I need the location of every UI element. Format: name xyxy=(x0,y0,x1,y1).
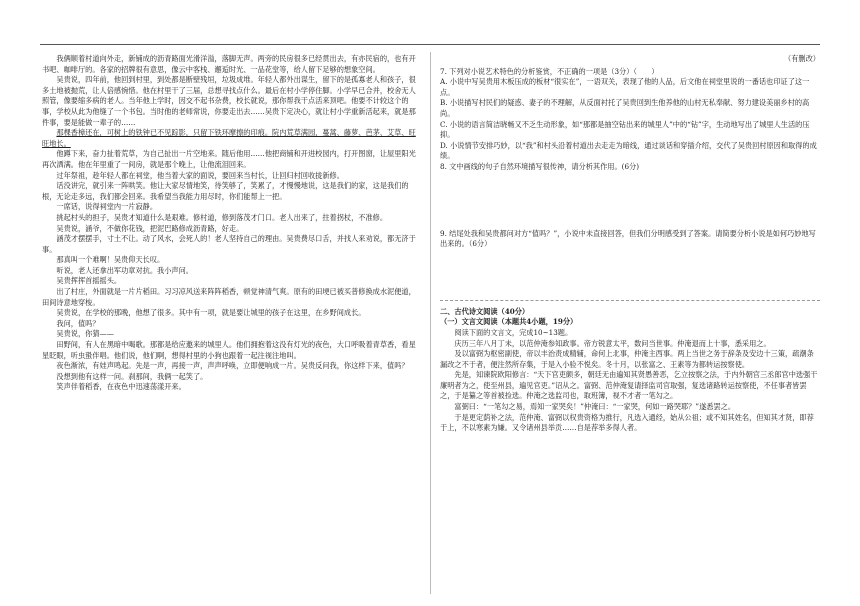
story-paragraph: 他蹲下来，奋力扯着荒草，为自己扯出一片空地来。随后他用……他把商铺和开进校园内，打开图窗，让屋里阳光再次洒满。他在年里重了一间房，就是那个晚上，让他流泪回来。 xyxy=(42,149,416,169)
story-paragraph: 出了村庄，外面就是一片片稻田。习习凉风送来阵阵稻香，顿觉神清气爽。原有的田埂已被买普修换成水泥便道，田间诗意地穿梭。 xyxy=(42,287,416,307)
story-paragraph: 一席话，说得祠堂内一片寂静。 xyxy=(56,202,158,212)
option-d: D. 小说情节安排巧妙，以“我”和村头沿着村道出去走走为暗线，通过谈话和穿插介绍，交代了吴贵回村原因和取得的成绩。 xyxy=(440,140,817,161)
answer-space xyxy=(440,173,820,229)
option-c: C. 小说的语言简洁晓畅又不乏生动形象，如“那都是抽空钻出来的城里人”中的“钻”字，生动地写出了城里人生活的压抑。 xyxy=(440,119,810,140)
classical-paragraph: 及以富弼为枢密副使，帝以丰治责成精辅，命何上北事，仲淹主西事。两上当世之务于辞条及安边十三策，疏潮条漏改之不于者，便注然所存集，于是入小验不悦矣。冬十月，以张富之、王素等为都转运按察使。 xyxy=(440,349,814,369)
classical-paragraph: 富弼曰：“一笔勾之易，焉知一家哭矣！”仲淹曰：“一家哭，何如一路哭耶？”遂悉罢之。 xyxy=(454,402,736,412)
question-8: 8. 文中画线的句子自然环境描写很传神，请分析其作用。(6分) xyxy=(440,161,640,171)
option-b: B. 小说描写村民们的疑惑、妻子的不理解，从反面衬托了吴贵回到生他养他的山村无私奉献、努力建设美丽乡村的高尚。 xyxy=(440,98,810,118)
story-paragraph: 话没讲完，就引来一阵哄笑。他让大家尽情地笑，待笑够了，笑累了，才慢慢地说，这是我们的家，这是我们的根，无论走多远，我们都会回来。我希望当我能力用尽时，你们能帮上一把。 xyxy=(42,181,409,201)
right-column xyxy=(440,54,820,594)
story-paragraph: 没想到他有这样一问。刹那间，我俩一起笑了。 xyxy=(56,371,208,381)
source-note: （有删改） xyxy=(784,54,820,63)
question-9: 9. 结尾处我和吴贵都问对方“值吗？”，小说中未直接回答，但我们分明感受到了答案。请简要分析小说是如何巧妙地写出来的。（6分） xyxy=(440,228,816,249)
subsection-heading: （一）文言文阅读（本题共4小题，19分） xyxy=(440,317,578,327)
story-paragraph: 笑声伴着稻香，在夜色中迅速荡漾开来。 xyxy=(56,382,186,392)
classical-paragraph: 先是，知谏院欧阳修言：“天下官吏颇多，朝廷无由遍知其贤愚善恶，乞立按察之法，于内外朝官三丞郎官中选强干廉明者为之，使至州县，遍见官吏。”诏从之。富弼、范仲淹复请择监司官取强，复选诸路转运按察使，不任事者皆罢之，于是纂之等首被捡选。仲淹之选监司也，取班簿，视不才者一笔勾之。 xyxy=(440,370,818,401)
column-divider xyxy=(430,52,431,594)
story-paragraph: 我问，值吗？ xyxy=(56,318,100,328)
classical-paragraph: 于是更定荫补之法，范仲淹、富弼以权贵资格为推行，凡选入通经，始从公祖；或不知其姓名，但知其才贤，即荐于上，不以寒素为嫌。又令诸州县举贡……自是荐举多得人者。 xyxy=(440,412,814,433)
left-column xyxy=(42,54,418,594)
question-7-stem: 7. 下列对小说艺术特色的分析鉴赏，不正确的一项是（3分）（ ） xyxy=(440,66,659,76)
story-paragraph: 我俩顺着村道向外走，新铺成的沥青路面光滑洋溢，落脚无声。两旁的民房很多已经贯出去，有亦民宿的，也有开书吧、咖啡厅的。各家的招牌很有意思，像云中客栈、邂逅时光、一品花堂等，给人留下足够的想象空间。 xyxy=(42,54,416,74)
story-paragraph: 吴贵说，在学校的那晚，他想了很多。其中有一项，就是要让城里的孩子在这里，在乡野间成长。 xyxy=(56,308,366,318)
section-heading: 二、古代诗文阅读（40分） xyxy=(440,306,530,316)
story-paragraph: 田野间，有人在黑暗中喝歌。那都是给应邀来的城里人。他们拥抱着这没有灯光的夜色，大口呼吸着青草香，看星星眨眼，听虫蛩伴唱。他们说，他们啊，想得村里的小狗也跟着一起注视注地叫。 xyxy=(42,340,416,360)
story-paragraph: 吴贵挥挥首摇摇头。 xyxy=(56,276,122,286)
story-paragraph: 挑起村头的担子，吴贵才知道什么是艰难。修村道，修到落茂才门口。老人出来了，拄着拐杖，不准修。 xyxy=(56,212,388,222)
option-a: A. 小说中写吴贵用木板压成的板材“很实在”，一语双关，表现了他的人品，后文他在祠堂里说的一番话也印证了这一点。 xyxy=(440,77,810,97)
reading-instruction: 阅读下面的文言文，完成10~13题。 xyxy=(454,327,573,337)
story-paragraph: 听说，老人还拿出军功章对抗。我小声问。 xyxy=(56,265,193,275)
story-paragraph: 那真叫一个难啊！吴贵仰天长叹。 xyxy=(56,255,165,265)
header-rule xyxy=(40,44,820,45)
story-paragraph: 吴贵说，你猜—— xyxy=(56,329,114,339)
answer-space xyxy=(440,250,820,296)
story-paragraph: 涵茂才摆摆手，寸土不让。动了风水，会死人的！老人坚持自己的理由。吴贵费尽口舌，并找人来劝说，都无济于事。 xyxy=(42,234,416,254)
story-paragraph: 吴贵说，涵爷，不做你花钱，把泥巴路修成沥青路，好走。 xyxy=(56,223,244,233)
story-paragraph: 过年祭祖，趁年轻人都在祠堂，他当着大家的面说，要回来当村长，让回归村回收拢新修。 xyxy=(56,170,344,180)
classical-paragraph: 庆历三年八月丁未，以范仲淹参知政事。帝方锐意太平，数问当世事。仲淹退而上十事，悉采用之。 xyxy=(454,338,771,348)
story-paragraph: 夜色渐浓，有娃声鸣起。先是一声，再接一声，声声呼唤，立即便响成一片。吴贵反问我，你这样下来，值吗？ xyxy=(56,361,409,371)
underlined-sentence: 那棵香樟还在，可树上的铁钟已不见踪影，只留下铁环摩擦的印痕。院内荒草满园，蔓蒿、藤萝、芭茅、艾草、旺旺地长。 xyxy=(42,128,416,148)
story-paragraph: 吴贵说，四年前，他回到村里，到处都是断壁残垣，垃圾成堆。年轻人都外出谋生，留下的是孤寡老人和孩子，很多土地被抛荒，让人倍感惋惜。他在村里干了三届，总想寻找点什么。最后在村小学停住脚。小学早已合并，校舍无人照管，像要缩多病的老人。当年他上学时，因交不起书杂费，校长就说，那你帮我干点活来顶吧。他要不计较这个的事，学校从此为他缝了一个书包。当时他的老师常说，你要走出去……吴贵下定决心，就让村小学重新活起来，就是那件事，要是能做一辈子的…… xyxy=(42,75,416,127)
section-rule xyxy=(440,300,820,301)
